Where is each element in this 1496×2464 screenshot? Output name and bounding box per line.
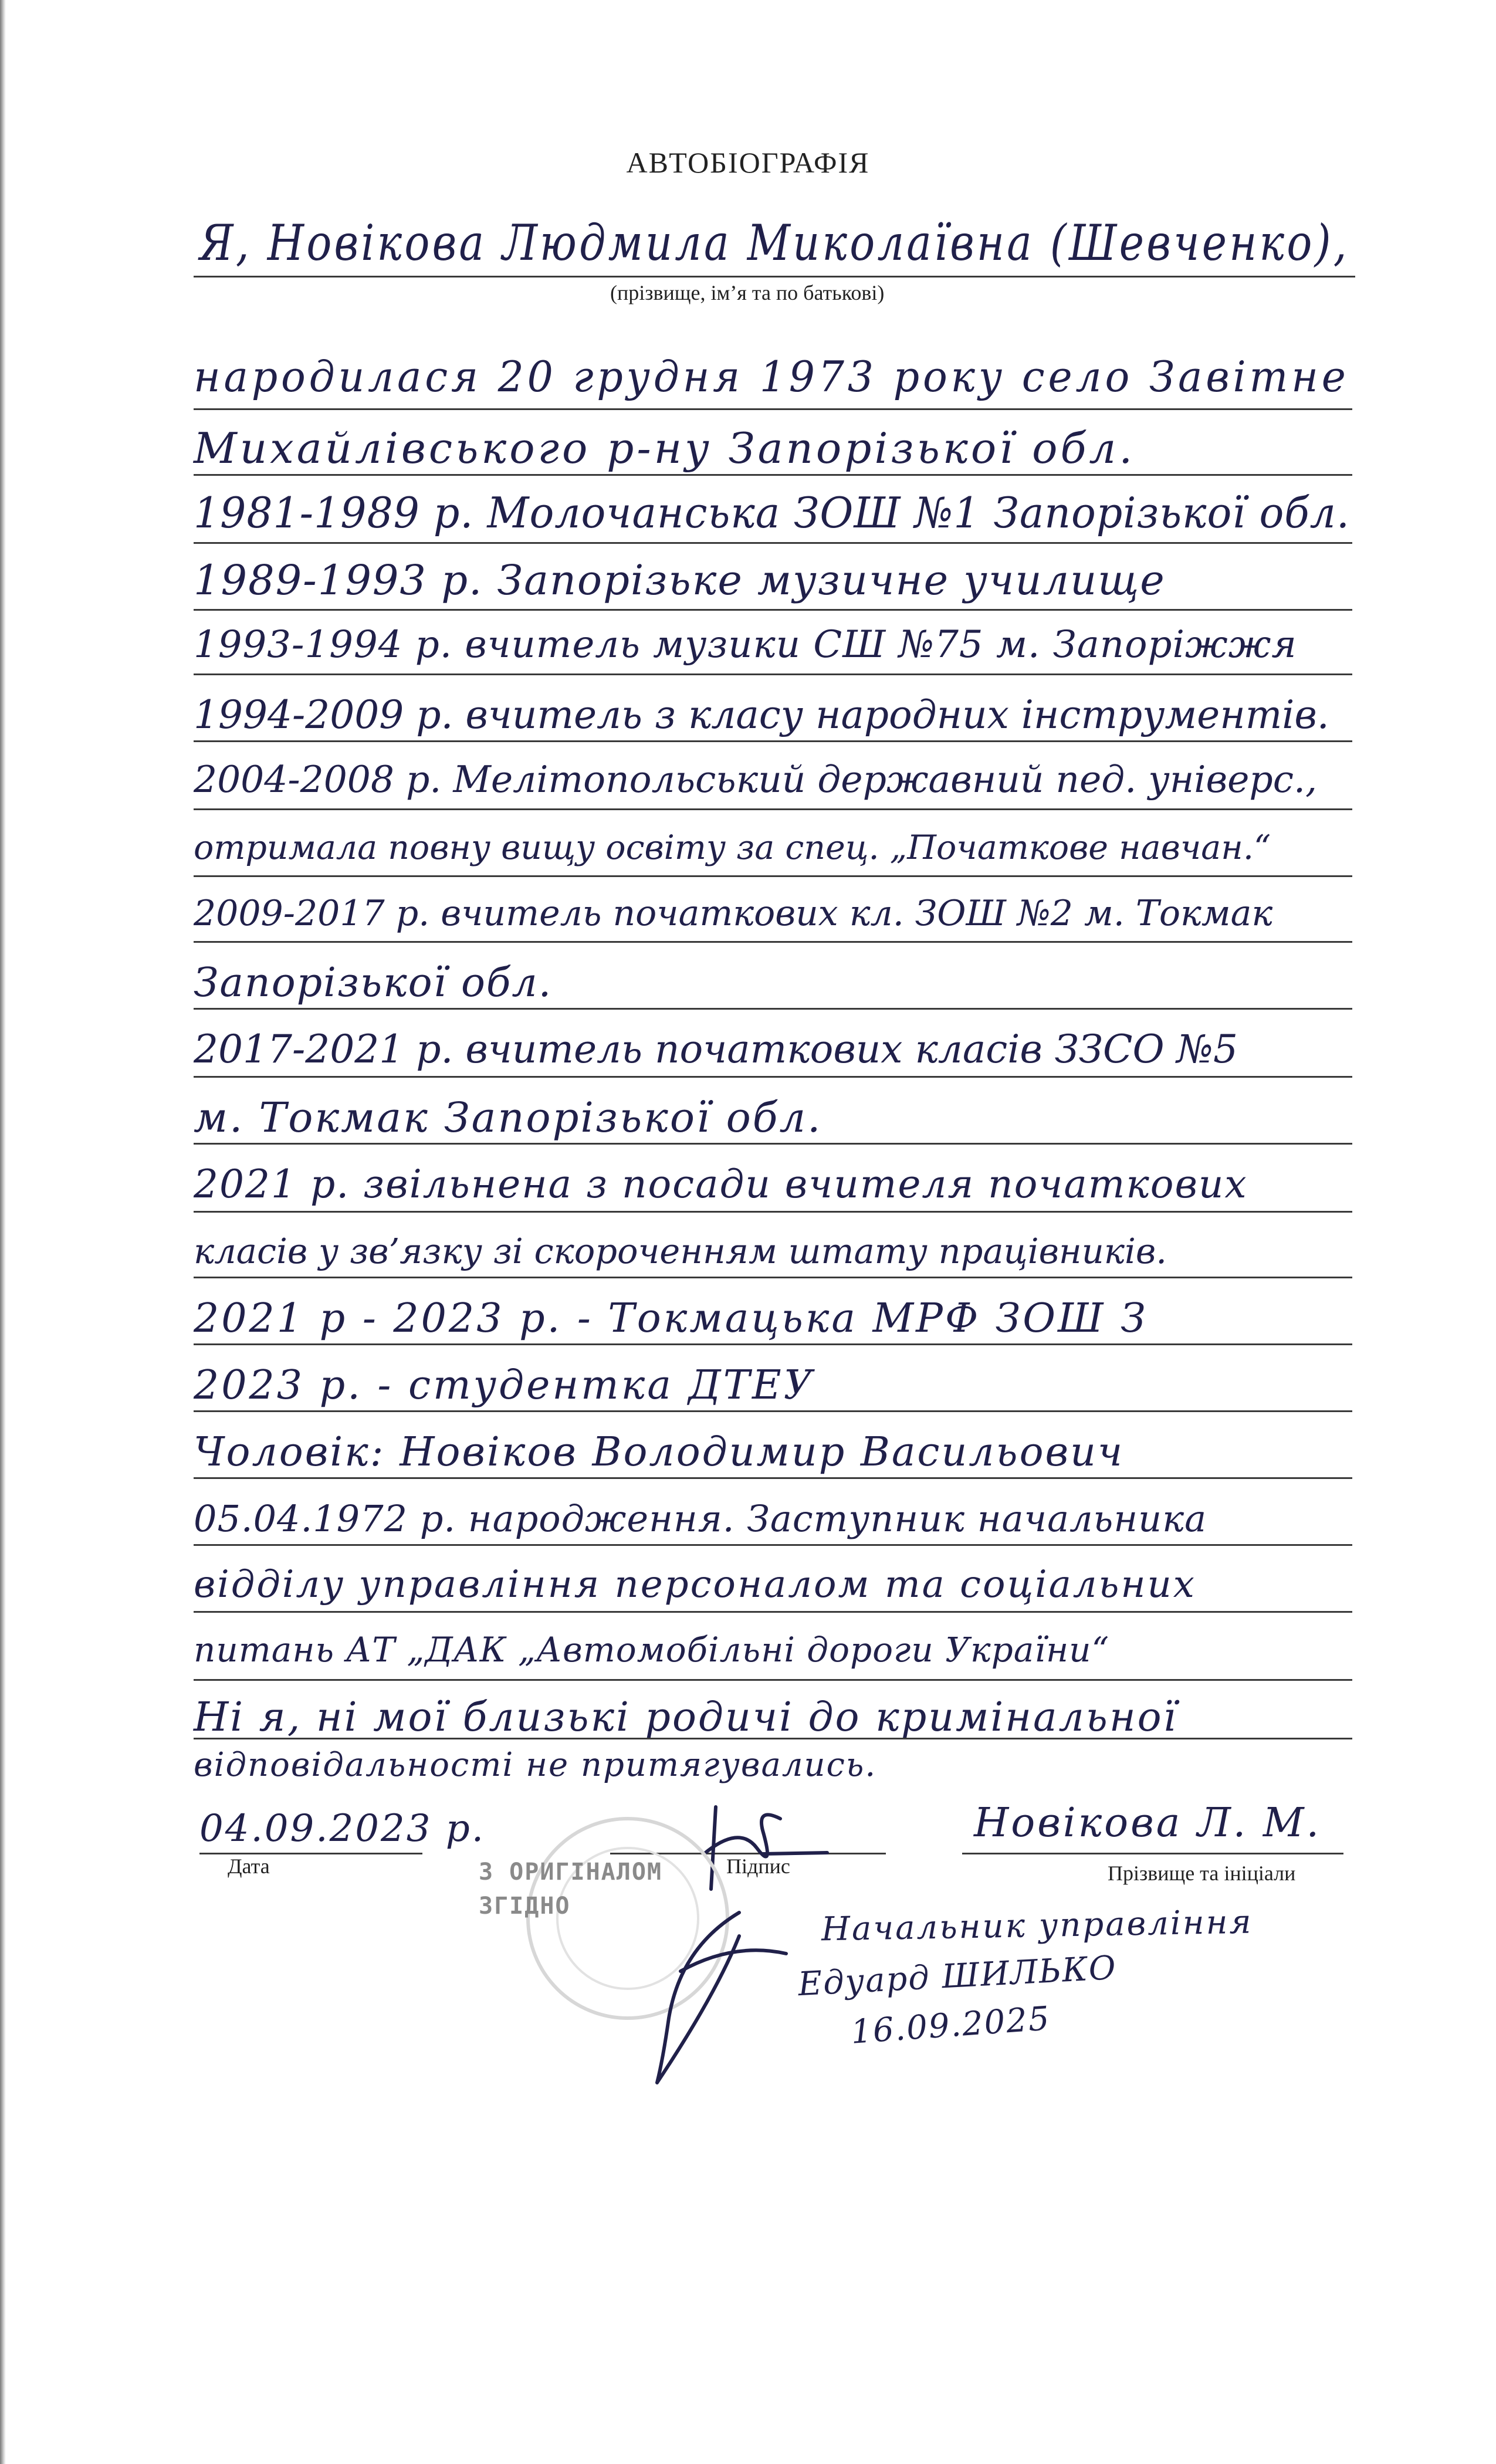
body-line: 2021 р. звільнена з посади вчителя початкових — [194, 1162, 1248, 1207]
body-line: 2009-2017 р. вчитель початкових кл. ЗОШ №2 м. Токмак — [194, 893, 1273, 934]
body-line: 1989-1993 р. Запорізьке музичне училище — [194, 556, 1166, 604]
body-line: Запорізької обл. — [194, 960, 553, 1006]
body-line: питань АТ „ДАК „Автомобільні дороги України“ — [194, 1630, 1110, 1670]
body-rule — [194, 1008, 1352, 1010]
document-title: АВТОБІОГРАФІЯ — [626, 146, 870, 179]
body-rule — [194, 474, 1352, 476]
certified-copy-stamp — [479, 1855, 662, 1923]
certifier-name: Едуард ШИЛЬКО — [797, 1948, 1118, 2004]
body-rule — [194, 1277, 1352, 1278]
body-rule — [194, 408, 1352, 410]
body-rule — [194, 1544, 1352, 1546]
certification-date: 16.09.2025 — [849, 1999, 1052, 2052]
stamp-line-2: ЗГІДНО — [479, 1893, 571, 1920]
body-rule — [194, 1679, 1352, 1681]
body-rule — [194, 1343, 1352, 1345]
body-rule — [194, 740, 1352, 742]
date-caption: Дата — [228, 1854, 270, 1878]
body-rule — [194, 875, 1352, 877]
body-line: класів у зв’язку зі скороченням штату працівників. — [194, 1231, 1167, 1271]
body-rule — [194, 941, 1352, 943]
body-line: отримала повну вищу освіту за спец. „Початкове навчан.“ — [194, 828, 1271, 867]
body-line: 1981-1989 р. Молочанська ЗОШ №1 Запорізької обл. — [194, 488, 1350, 537]
body-line: 1993-1994 р. вчитель музики СШ №75 м. Запоріжжя — [194, 623, 1297, 666]
body-line: 1994-2009 р. вчитель з класу народних інструментів. — [194, 692, 1329, 737]
body-line: 2004-2008 р. Мелітопольський державний пед. універс., — [194, 758, 1318, 801]
body-line: відповідальності не притягувались. — [194, 1746, 877, 1784]
name-line: Я, Новікова Людмила Миколаївна (Шевченко), — [199, 214, 1349, 272]
certifier-signature — [645, 1901, 798, 2089]
body-line: 2021 р - 2023 р. - Токмацька МРФ ЗОШ З — [194, 1295, 1148, 1342]
body-line: Чоловік: Новіков Володимир Васильович — [194, 1429, 1125, 1475]
body-line: Михайлівського р-ну Запорізької обл. — [194, 424, 1136, 473]
body-rule — [194, 1211, 1352, 1213]
body-rule — [194, 1611, 1352, 1613]
name-caption: (прізвище, ім’я та по батькові) — [610, 281, 885, 304]
body-rule — [194, 673, 1352, 675]
date-value: 04.09.2023 р. — [199, 1807, 486, 1850]
initials-underline — [962, 1853, 1343, 1854]
body-rule — [194, 542, 1352, 544]
initials-caption: Прізвище та ініціали — [1108, 1861, 1296, 1885]
body-line: Ні я, ні мої близькі родичі до кримінальної — [194, 1694, 1178, 1741]
certifier-title: Начальник управління — [821, 1903, 1254, 1949]
body-rule — [194, 1738, 1352, 1739]
initials-value: Новікова Л. М. — [974, 1800, 1322, 1846]
stamp-line-1: З ОРИГІНАЛОМ — [479, 1859, 662, 1886]
body-rule — [194, 1143, 1352, 1145]
body-line: 2023 р. - студентка ДТЕУ — [194, 1362, 815, 1409]
body-rule — [194, 1076, 1352, 1078]
body-line: відділу управління персоналом та соціальних — [194, 1563, 1196, 1606]
body-line: м. Токмак Запорізької обл. — [194, 1094, 823, 1142]
body-rule — [194, 808, 1352, 810]
body-line: 05.04.1972 р. народження. Заступник начальника — [194, 1497, 1207, 1540]
body-line: народилася 20 грудня 1973 року село Завітне — [194, 352, 1349, 401]
body-rule — [194, 1410, 1352, 1412]
body-line: 2017-2021 р. вчитель початкових класів ЗЗСО №5 — [194, 1027, 1238, 1072]
signature-caption: Підпис — [726, 1854, 790, 1878]
body-rule — [194, 609, 1352, 611]
body-rule — [194, 1477, 1352, 1479]
